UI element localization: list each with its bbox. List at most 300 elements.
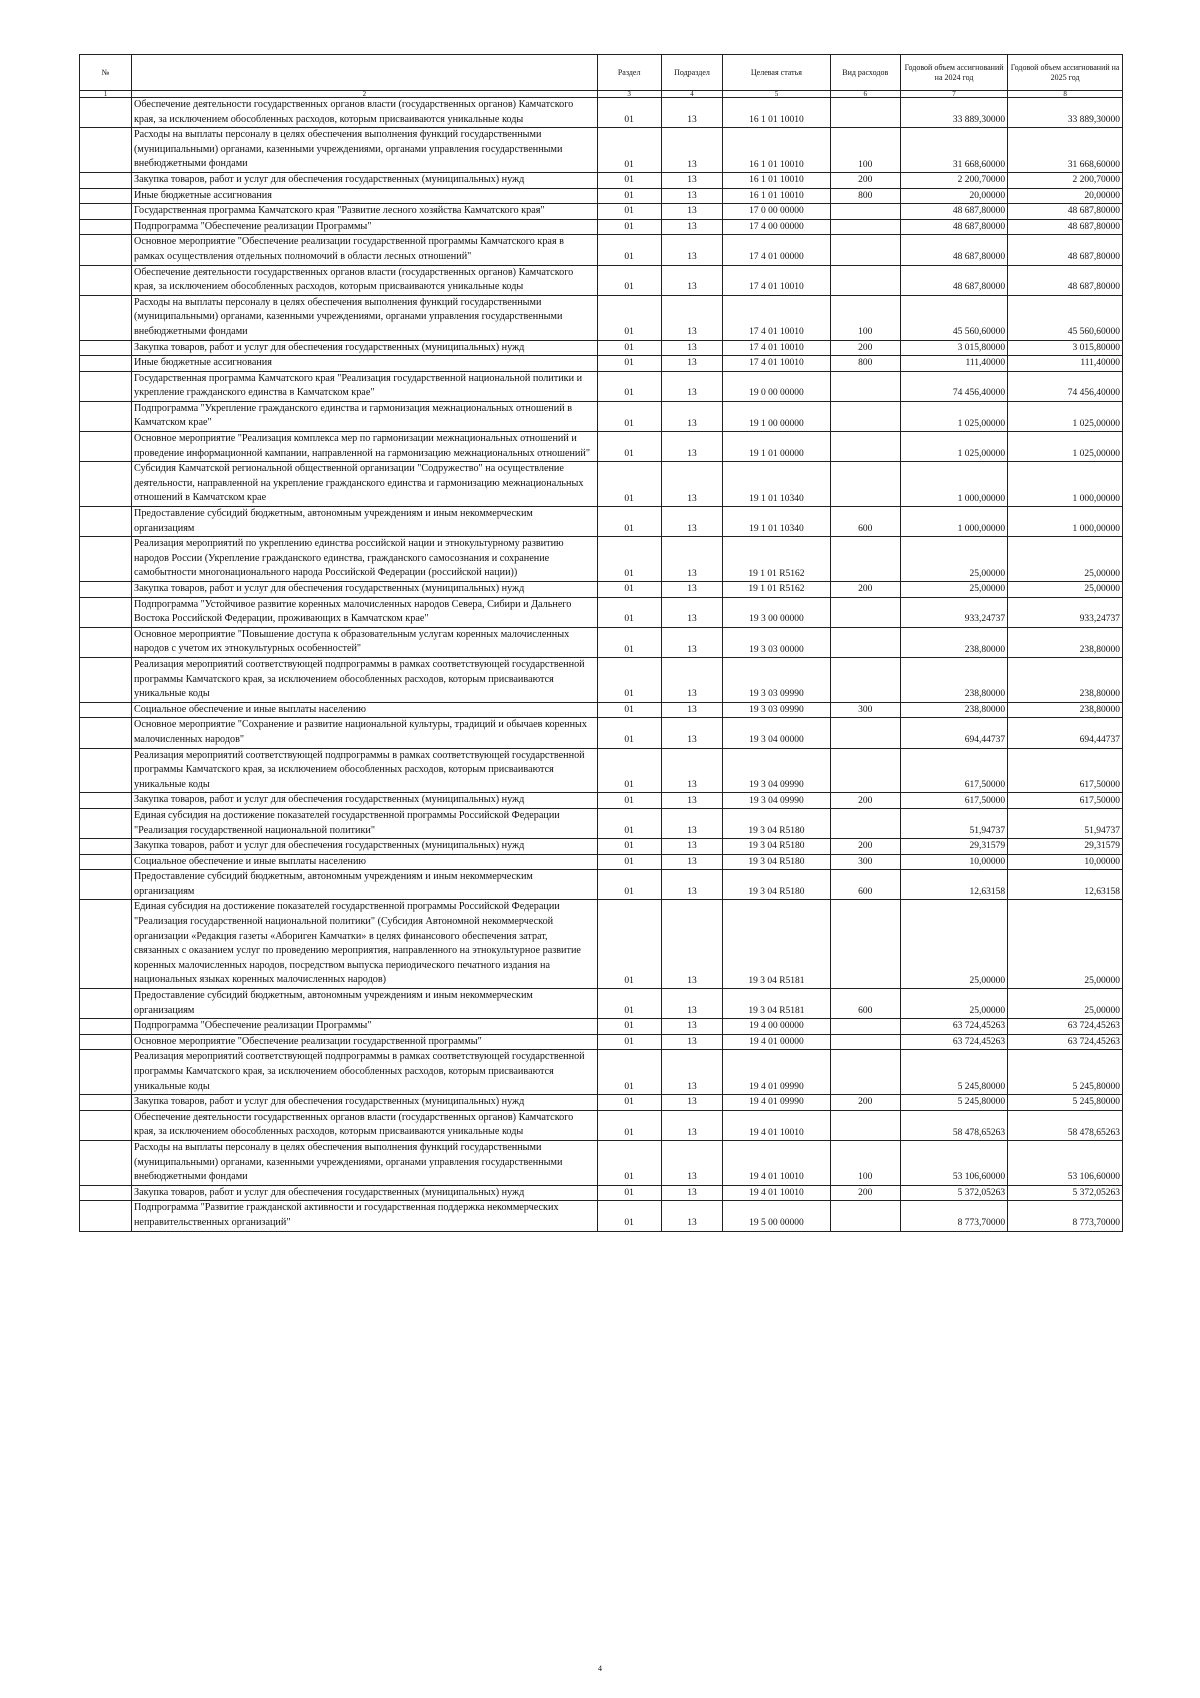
expense-type-cell: 200 [830, 793, 900, 809]
amount-2025-cell: 111,40000 [1008, 356, 1123, 372]
target-article-cell: 17 4 00 00000 [723, 219, 830, 235]
expense-type-cell [830, 1019, 900, 1035]
amount-2024-cell: 1 000,00000 [900, 462, 1007, 507]
item-name: Закупка товаров, работ и услуг для обеспечения государственных (муниципальных) нужд [131, 582, 597, 598]
table-row [80, 1110, 1123, 1140]
amount-2025-cell: 5 245,80000 [1008, 1050, 1123, 1095]
amount-2024-cell: 617,50000 [900, 793, 1007, 809]
amount-2025-cell: 25,00000 [1008, 989, 1123, 1019]
row-number-cell [80, 188, 132, 204]
row-number-cell [80, 900, 132, 989]
item-name: Субсидия Камчатской региональной общественной организации "Содружество" на осуществление деятельности, направленной на укрепление гражданского единства и гармонизацию межнациональных отношений в Камчатском крае [131, 462, 597, 507]
header-name [131, 55, 597, 91]
index-cell: 1 [80, 91, 132, 98]
budget-table [79, 54, 1123, 1232]
target-article-cell: 19 3 04 R5181 [723, 900, 830, 989]
target-article-cell: 17 4 01 10010 [723, 356, 830, 372]
amount-2025-cell: 45 560,60000 [1008, 295, 1123, 340]
razdel-cell: 01 [597, 1034, 661, 1050]
expense-type-cell [830, 900, 900, 989]
item-name: Предоставление субсидий бюджетным, автономным учреждениям и иным некоммерческим организациям [131, 507, 597, 537]
row-number-cell [80, 98, 132, 128]
amount-2025-cell: 29,31579 [1008, 839, 1123, 855]
amount-2025-cell: 5 372,05263 [1008, 1185, 1123, 1201]
target-article-cell: 17 4 01 10010 [723, 295, 830, 340]
podrazdel-cell: 13 [661, 657, 723, 702]
item-name: Социальное обеспечение и иные выплаты населению [131, 854, 597, 870]
table-row [80, 98, 1123, 128]
podrazdel-cell: 13 [661, 235, 723, 265]
amount-2025-cell: 238,80000 [1008, 627, 1123, 657]
target-article-cell: 19 3 04 09990 [723, 748, 830, 793]
podrazdel-cell: 13 [661, 1034, 723, 1050]
row-number-cell [80, 1019, 132, 1035]
target-article-cell: 19 3 04 09990 [723, 793, 830, 809]
table-row [80, 808, 1123, 838]
amount-2024-cell: 933,24737 [900, 597, 1007, 627]
expense-type-cell: 200 [830, 839, 900, 855]
expense-type-cell [830, 401, 900, 431]
row-number-cell [80, 627, 132, 657]
item-name: Основное мероприятие "Сохранение и развитие национальной культуры, традиций и обычаев коренных малочисленных народов" [131, 718, 597, 748]
amount-2025-cell: 53 106,60000 [1008, 1140, 1123, 1185]
target-article-cell: 19 3 04 R5180 [723, 870, 830, 900]
razdel-cell: 01 [597, 900, 661, 989]
razdel-cell: 01 [597, 808, 661, 838]
amount-2024-cell: 53 106,60000 [900, 1140, 1007, 1185]
amount-2024-cell: 5 245,80000 [900, 1095, 1007, 1111]
razdel-cell: 01 [597, 462, 661, 507]
table-row [80, 265, 1123, 295]
target-article-cell: 16 1 01 10010 [723, 128, 830, 173]
table-row [80, 657, 1123, 702]
podrazdel-cell: 13 [661, 172, 723, 188]
table-row [80, 295, 1123, 340]
podrazdel-cell: 13 [661, 462, 723, 507]
expense-type-cell [830, 748, 900, 793]
amount-2024-cell: 111,40000 [900, 356, 1007, 372]
target-article-cell: 19 1 00 00000 [723, 401, 830, 431]
item-name: Основное мероприятие "Обеспечение реализации государственной программы" [131, 1034, 597, 1050]
amount-2024-cell: 8 773,70000 [900, 1201, 1007, 1231]
amount-2024-cell: 63 724,45263 [900, 1019, 1007, 1035]
podrazdel-cell: 13 [661, 356, 723, 372]
amount-2025-cell: 12,63158 [1008, 870, 1123, 900]
target-article-cell: 16 1 01 10010 [723, 172, 830, 188]
amount-2025-cell: 933,24737 [1008, 597, 1123, 627]
header-num: № [80, 55, 132, 91]
amount-2024-cell: 45 560,60000 [900, 295, 1007, 340]
row-number-cell [80, 340, 132, 356]
item-name: Подпрограмма "Устойчивое развитие коренных малочисленных народов Севера, Сибири и Дальнего Востока Российской Федерации, проживающих в Камчатском крае" [131, 597, 597, 627]
razdel-cell: 01 [597, 989, 661, 1019]
amount-2024-cell: 5 372,05263 [900, 1185, 1007, 1201]
target-article-cell: 19 3 04 R5180 [723, 854, 830, 870]
row-number-cell [80, 128, 132, 173]
amount-2024-cell: 48 687,80000 [900, 204, 1007, 220]
row-number-cell [80, 1034, 132, 1050]
expense-type-cell [830, 204, 900, 220]
target-article-cell: 19 3 04 00000 [723, 718, 830, 748]
podrazdel-cell: 13 [661, 188, 723, 204]
amount-2024-cell: 51,94737 [900, 808, 1007, 838]
table-row [80, 462, 1123, 507]
razdel-cell: 01 [597, 265, 661, 295]
razdel-cell: 01 [597, 371, 661, 401]
table-row [80, 188, 1123, 204]
target-article-cell: 19 4 01 10010 [723, 1185, 830, 1201]
amount-2025-cell: 58 478,65263 [1008, 1110, 1123, 1140]
target-article-cell: 17 0 00 00000 [723, 204, 830, 220]
expense-type-cell [830, 98, 900, 128]
target-article-cell: 19 5 00 00000 [723, 1201, 830, 1231]
podrazdel-cell: 13 [661, 854, 723, 870]
amount-2025-cell: 238,80000 [1008, 702, 1123, 718]
expense-type-cell [830, 371, 900, 401]
index-cell: 2 [131, 91, 597, 98]
expense-type-cell [830, 537, 900, 582]
expense-type-cell: 300 [830, 854, 900, 870]
razdel-cell: 01 [597, 870, 661, 900]
amount-2025-cell: 1 025,00000 [1008, 432, 1123, 462]
podrazdel-cell: 13 [661, 1140, 723, 1185]
expense-type-cell: 600 [830, 507, 900, 537]
amount-2025-cell: 48 687,80000 [1008, 204, 1123, 220]
header-vid: Вид расходов [830, 55, 900, 91]
expense-type-cell [830, 265, 900, 295]
target-article-cell: 19 4 01 09990 [723, 1050, 830, 1095]
razdel-cell: 01 [597, 235, 661, 265]
row-number-cell [80, 702, 132, 718]
amount-2024-cell: 2 200,70000 [900, 172, 1007, 188]
amount-2025-cell: 51,94737 [1008, 808, 1123, 838]
page-number: 4 [598, 1664, 602, 1673]
item-name: Реализация мероприятий по укреплению единства российской нации и этнокультурному развитию народов России (Укрепление гражданского единства, гражданского самосознания и сохранение самобытности многонационального народа Российской Федерации (российской нации)) [131, 537, 597, 582]
amount-2025-cell: 617,50000 [1008, 748, 1123, 793]
amount-2025-cell: 74 456,40000 [1008, 371, 1123, 401]
expense-type-cell: 100 [830, 128, 900, 173]
header-2025: Годовой объем ассигнований на 2025 год [1008, 55, 1123, 91]
table-row [80, 1140, 1123, 1185]
podrazdel-cell: 13 [661, 1019, 723, 1035]
index-cell: 4 [661, 91, 723, 98]
amount-2025-cell: 5 245,80000 [1008, 1095, 1123, 1111]
razdel-cell: 01 [597, 98, 661, 128]
index-cell: 7 [900, 91, 1007, 98]
amount-2024-cell: 29,31579 [900, 839, 1007, 855]
amount-2025-cell: 31 668,60000 [1008, 128, 1123, 173]
table-row [80, 1050, 1123, 1095]
index-cell: 8 [1008, 91, 1123, 98]
table-row [80, 1034, 1123, 1050]
razdel-cell: 01 [597, 432, 661, 462]
row-number-cell [80, 718, 132, 748]
item-name: Обеспечение деятельности государственных органов власти (государственных органов) Камчатского края, за исключением обособленных расходов, которым присваиваются уникальные коды [131, 98, 597, 128]
podrazdel-cell: 13 [661, 432, 723, 462]
row-number-cell [80, 295, 132, 340]
expense-type-cell: 200 [830, 340, 900, 356]
podrazdel-cell: 13 [661, 718, 723, 748]
item-name: Основное мероприятие "Обеспечение реализации государственной программы Камчатского края в рамках осуществления отдельных полномочий в области лесных отношений" [131, 235, 597, 265]
table-row [80, 582, 1123, 598]
expense-type-cell [830, 432, 900, 462]
table-row [80, 537, 1123, 582]
row-number-cell [80, 748, 132, 793]
row-number-cell [80, 462, 132, 507]
razdel-cell: 01 [597, 1185, 661, 1201]
razdel-cell: 01 [597, 401, 661, 431]
amount-2024-cell: 5 245,80000 [900, 1050, 1007, 1095]
table-row [80, 854, 1123, 870]
item-name: Закупка товаров, работ и услуг для обеспечения государственных (муниципальных) нужд [131, 1095, 597, 1111]
target-article-cell: 19 3 04 R5181 [723, 989, 830, 1019]
item-name: Обеспечение деятельности государственных органов власти (государственных органов) Камчатского края, за исключением обособленных расходов, которым присваиваются уникальные коды [131, 1110, 597, 1140]
podrazdel-cell: 13 [661, 839, 723, 855]
amount-2025-cell: 617,50000 [1008, 793, 1123, 809]
item-name: Предоставление субсидий бюджетным, автономным учреждениям и иным некоммерческим организациям [131, 989, 597, 1019]
expense-type-cell [830, 657, 900, 702]
amount-2025-cell: 2 200,70000 [1008, 172, 1123, 188]
expense-type-cell: 200 [830, 582, 900, 598]
expense-type-cell: 600 [830, 870, 900, 900]
row-number-cell [80, 371, 132, 401]
razdel-cell: 01 [597, 1095, 661, 1111]
table-row [80, 128, 1123, 173]
amount-2025-cell: 10,00000 [1008, 854, 1123, 870]
table-row [80, 718, 1123, 748]
podrazdel-cell: 13 [661, 900, 723, 989]
row-number-cell [80, 204, 132, 220]
item-name: Основное мероприятие "Повышение доступа к образовательным услугам коренных малочисленных народов с учетом их этнокультурных особенностей" [131, 627, 597, 657]
amount-2025-cell: 63 724,45263 [1008, 1019, 1123, 1035]
amount-2024-cell: 238,80000 [900, 627, 1007, 657]
amount-2025-cell: 238,80000 [1008, 657, 1123, 702]
expense-type-cell [830, 1050, 900, 1095]
item-name: Закупка товаров, работ и услуг для обеспечения государственных (муниципальных) нужд [131, 340, 597, 356]
amount-2024-cell: 1 025,00000 [900, 401, 1007, 431]
header-row [80, 55, 1123, 91]
table-row [80, 748, 1123, 793]
index-cell: 6 [830, 91, 900, 98]
target-article-cell: 19 3 03 00000 [723, 627, 830, 657]
expense-type-cell: 300 [830, 702, 900, 718]
podrazdel-cell: 13 [661, 340, 723, 356]
item-name: Иные бюджетные ассигнования [131, 188, 597, 204]
item-name: Расходы на выплаты персоналу в целях обеспечения выполнения функций государственными (муниципальными) органами, казенными учреждениями, органами управления государственными внебюджетными фондами [131, 1140, 597, 1185]
amount-2025-cell: 33 889,30000 [1008, 98, 1123, 128]
razdel-cell: 01 [597, 748, 661, 793]
row-number-cell [80, 219, 132, 235]
razdel-cell: 01 [597, 597, 661, 627]
podrazdel-cell: 13 [661, 1185, 723, 1201]
amount-2024-cell: 33 889,30000 [900, 98, 1007, 128]
table-row [80, 793, 1123, 809]
target-article-cell: 16 1 01 10010 [723, 188, 830, 204]
razdel-cell: 01 [597, 627, 661, 657]
row-number-cell [80, 839, 132, 855]
row-number-cell [80, 1095, 132, 1111]
row-number-cell [80, 808, 132, 838]
expense-type-cell: 600 [830, 989, 900, 1019]
target-article-cell: 19 4 01 00000 [723, 1034, 830, 1050]
amount-2024-cell: 238,80000 [900, 657, 1007, 702]
row-number-cell [80, 172, 132, 188]
target-article-cell: 19 3 03 09990 [723, 702, 830, 718]
table-body [80, 98, 1123, 1232]
item-name: Предоставление субсидий бюджетным, автономным учреждениям и иным некоммерческим организациям [131, 870, 597, 900]
podrazdel-cell: 13 [661, 870, 723, 900]
row-number-cell [80, 854, 132, 870]
index-row [80, 91, 1123, 98]
expense-type-cell [830, 462, 900, 507]
row-number-cell [80, 1201, 132, 1231]
podrazdel-cell: 13 [661, 295, 723, 340]
table-row [80, 1201, 1123, 1231]
amount-2024-cell: 63 724,45263 [900, 1034, 1007, 1050]
item-name: Основное мероприятие "Реализация комплекса мер по гармонизации межнациональных отношений и проведение информационной кампании, направленной на гармонизацию межнациональных отношений" [131, 432, 597, 462]
item-name: Подпрограмма "Обеспечение реализации Программы" [131, 1019, 597, 1035]
target-article-cell: 19 4 00 00000 [723, 1019, 830, 1035]
amount-2025-cell: 25,00000 [1008, 900, 1123, 989]
header-2024: Годовой объем ассигнований на 2024 год [900, 55, 1007, 91]
podrazdel-cell: 13 [661, 808, 723, 838]
amount-2025-cell: 1 000,00000 [1008, 507, 1123, 537]
row-number-cell [80, 1185, 132, 1201]
target-article-cell: 19 1 01 00000 [723, 432, 830, 462]
razdel-cell: 01 [597, 204, 661, 220]
razdel-cell: 01 [597, 657, 661, 702]
row-number-cell [80, 989, 132, 1019]
table-row [80, 172, 1123, 188]
row-number-cell [80, 657, 132, 702]
amount-2025-cell: 48 687,80000 [1008, 219, 1123, 235]
table-row [80, 340, 1123, 356]
item-name: Единая субсидия на достижение показателей государственной программы Российской Федерации "Реализация государственной национальной политики" [131, 808, 597, 838]
item-name: Расходы на выплаты персоналу в целях обеспечения выполнения функций государственными (муниципальными) органами, казенными учреждениями, органами управления государственными внебюджетными фондами [131, 128, 597, 173]
row-number-cell [80, 1140, 132, 1185]
table-row [80, 356, 1123, 372]
item-name: Государственная программа Камчатского края "Развитие лесного хозяйства Камчатского края" [131, 204, 597, 220]
amount-2024-cell: 238,80000 [900, 702, 1007, 718]
target-article-cell: 17 4 01 00000 [723, 235, 830, 265]
podrazdel-cell: 13 [661, 204, 723, 220]
target-article-cell: 19 3 03 09990 [723, 657, 830, 702]
table-row [80, 627, 1123, 657]
amount-2024-cell: 25,00000 [900, 537, 1007, 582]
item-name: Обеспечение деятельности государственных органов власти (государственных органов) Камчатского края, за исключением обособленных расходов, которым присваиваются уникальные коды [131, 265, 597, 295]
header-razdel: Раздел [597, 55, 661, 91]
razdel-cell: 01 [597, 340, 661, 356]
podrazdel-cell: 13 [661, 265, 723, 295]
podrazdel-cell: 13 [661, 1050, 723, 1095]
table-row [80, 900, 1123, 989]
razdel-cell: 01 [597, 188, 661, 204]
item-name: Закупка товаров, работ и услуг для обеспечения государственных (муниципальных) нужд [131, 1185, 597, 1201]
amount-2024-cell: 1 000,00000 [900, 507, 1007, 537]
table-row [80, 235, 1123, 265]
target-article-cell: 19 4 01 10010 [723, 1140, 830, 1185]
podrazdel-cell: 13 [661, 1201, 723, 1231]
item-name: Единая субсидия на достижение показателей государственной программы Российской Федерации "Реализация государственной национальной политики" (Субсидия Автономной некоммерческой организации «Редакция газеты «Абориген Камчатки» в целях финансового обеспечения затрат, связанных с оказанием услуг по проведению мероприятия, направленного на этнокультурное развитие коренных малочисленных народов, посредством выпуска периодического печатного издания на национальных языках коренных малочисленных народов) [131, 900, 597, 989]
row-number-cell [80, 1050, 132, 1095]
expense-type-cell: 800 [830, 356, 900, 372]
expense-type-cell [830, 1201, 900, 1231]
razdel-cell: 01 [597, 219, 661, 235]
expense-type-cell [830, 219, 900, 235]
razdel-cell: 01 [597, 1201, 661, 1231]
expense-type-cell: 200 [830, 172, 900, 188]
amount-2024-cell: 3 015,80000 [900, 340, 1007, 356]
podrazdel-cell: 13 [661, 1095, 723, 1111]
table-row [80, 401, 1123, 431]
expense-type-cell: 100 [830, 1140, 900, 1185]
amount-2024-cell: 1 025,00000 [900, 432, 1007, 462]
table-row [80, 204, 1123, 220]
razdel-cell: 01 [597, 1050, 661, 1095]
amount-2024-cell: 25,00000 [900, 989, 1007, 1019]
table-row [80, 1019, 1123, 1035]
index-cell: 3 [597, 91, 661, 98]
razdel-cell: 01 [597, 537, 661, 582]
amount-2025-cell: 48 687,80000 [1008, 235, 1123, 265]
podrazdel-cell: 13 [661, 989, 723, 1019]
item-name: Социальное обеспечение и иные выплаты населению [131, 702, 597, 718]
amount-2024-cell: 31 668,60000 [900, 128, 1007, 173]
amount-2025-cell: 1 000,00000 [1008, 462, 1123, 507]
amount-2024-cell: 58 478,65263 [900, 1110, 1007, 1140]
amount-2024-cell: 10,00000 [900, 854, 1007, 870]
amount-2025-cell: 20,00000 [1008, 188, 1123, 204]
row-number-cell [80, 597, 132, 627]
amount-2024-cell: 694,44737 [900, 718, 1007, 748]
item-name: Подпрограмма "Обеспечение реализации Программы" [131, 219, 597, 235]
amount-2024-cell: 48 687,80000 [900, 235, 1007, 265]
podrazdel-cell: 13 [661, 1110, 723, 1140]
razdel-cell: 01 [597, 839, 661, 855]
expense-type-cell [830, 1034, 900, 1050]
item-name: Подпрограмма "Развитие гражданской активности и государственная поддержка некоммерческих неправительственных организаций" [131, 1201, 597, 1231]
target-article-cell: 17 4 01 10010 [723, 265, 830, 295]
razdel-cell: 01 [597, 1140, 661, 1185]
item-name: Подпрограмма "Укрепление гражданского единства и гармонизация межнациональных отношений в Камчатском крае" [131, 401, 597, 431]
razdel-cell: 01 [597, 854, 661, 870]
amount-2025-cell: 25,00000 [1008, 582, 1123, 598]
table-row [80, 1185, 1123, 1201]
amount-2024-cell: 48 687,80000 [900, 219, 1007, 235]
razdel-cell: 01 [597, 718, 661, 748]
table-row [80, 870, 1123, 900]
razdel-cell: 01 [597, 295, 661, 340]
podrazdel-cell: 13 [661, 597, 723, 627]
target-article-cell: 19 3 04 R5180 [723, 839, 830, 855]
amount-2025-cell: 3 015,80000 [1008, 340, 1123, 356]
podrazdel-cell: 13 [661, 98, 723, 128]
expense-type-cell [830, 597, 900, 627]
item-name: Реализация мероприятий соответствующей подпрограммы в рамках соответствующей государственной программы Камчатского края, за исключением обособленных расходов, которым присваиваются уникальные коды [131, 1050, 597, 1095]
item-name: Иные бюджетные ассигнования [131, 356, 597, 372]
row-number-cell [80, 235, 132, 265]
podrazdel-cell: 13 [661, 128, 723, 173]
amount-2024-cell: 25,00000 [900, 900, 1007, 989]
target-article-cell: 16 1 01 10010 [723, 98, 830, 128]
item-name: Закупка товаров, работ и услуг для обеспечения государственных (муниципальных) нужд [131, 172, 597, 188]
expense-type-cell: 800 [830, 188, 900, 204]
podrazdel-cell: 13 [661, 793, 723, 809]
item-name: Закупка товаров, работ и услуг для обеспечения государственных (муниципальных) нужд [131, 793, 597, 809]
item-name: Закупка товаров, работ и услуг для обеспечения государственных (муниципальных) нужд [131, 839, 597, 855]
row-number-cell [80, 537, 132, 582]
target-article-cell: 19 3 00 00000 [723, 597, 830, 627]
